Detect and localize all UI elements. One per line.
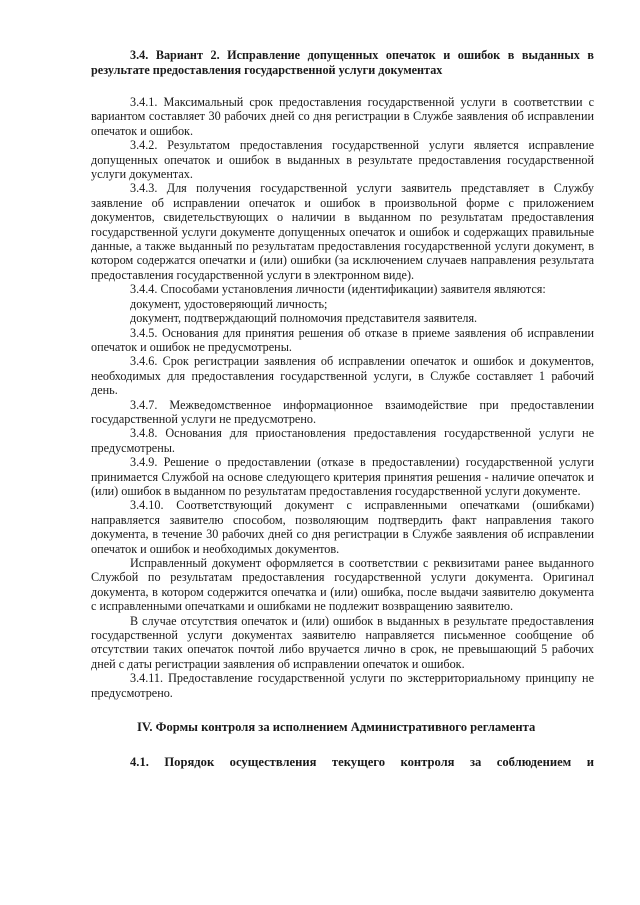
subsection-title-4-1: 4.1. Порядок осуществления текущего контроля за соблюдением и xyxy=(130,755,594,770)
paragraph-3-4-5: 3.4.5. Основания для принятия решения об отказе в приеме заявления об исправлении опечаток и ошибок не предусмотрены. xyxy=(91,325,594,354)
authority-document-item: документ, подтверждающий полномочия представителя заявителя. xyxy=(130,311,478,326)
paragraph-3-4-1: 3.4.1. Максимальный срок предоставления государственной услуги в соответствии с вариантом составляет 30 рабочих дней со дня регистрации в Службе заявления об исправлении опечаток и ошибок. xyxy=(91,95,594,138)
paragraph-corrected-document: Исправленный документ оформляется в соответствии с реквизитами ранее выданного Службой по результатам предоставления государственной услуги документа. Оригинал документа, в котором содержится опечатка и (или) ошибка, после выдачи заявителю документа с исправленными опечатками и ошибками не подлежит возвращению заявителю. xyxy=(91,556,594,614)
paragraph-no-errors: В случае отсутствия опечаток и (или) ошибок в выданных в результате предоставления государственной услуги документах заявителю направляется письменное сообщение об отсутствии таких опечаток почтой либо вручается лично в срок, не превышающий 5 рабочих дней с даты регистрации заявления об исправлении опечаток и ошибок. xyxy=(91,613,594,671)
paragraph-3-4-11: 3.4.11. Предоставление государственной услуги по экстерриториальному принципу не предусмотрено. xyxy=(91,671,594,700)
identity-document-item: документ, удостоверяющий личность; xyxy=(130,296,328,311)
paragraph-3-4-3: 3.4.3. Для получения государственной услуги заявитель представляет в Службу заявление об исправлении опечаток и ошибок в произвольной форме с приложением документов, свидетельствующих о наличии в выданном по результатам предоставления государственной услуги документе допущенных опечаток и ошибок и содержащих правильные данные, а также выданный по результатам предоставления государственной услуги документ, в котором содержатся опечатки и (или) ошибки (за исключением случаев направления результата предоставления государственной услуги в электронном виде). xyxy=(91,181,594,282)
paragraph-3-4-8: 3.4.8. Основания для приостановления предоставления государственной услуги не предусмотрены. xyxy=(91,426,594,455)
paragraph-3-4-4: 3.4.4. Способами установления личности (идентификации) заявителя являются: xyxy=(130,282,546,297)
section-title-iv: IV. Формы контроля за исполнением Административного регламента xyxy=(137,720,536,735)
paragraph-3-4-9: 3.4.9. Решение о предоставлении (отказе в предоставлении) государственной услуги принимается Службой на основе следующего критерия принятия решения - наличие опечаток и (или) ошибок в выданном по результатам предоставления государственной услуги документе. xyxy=(91,455,594,498)
paragraph-3-4-7: 3.4.7. Межведомственное информационное взаимодействие при предоставлении государственной услуги не предусмотрено. xyxy=(91,397,594,426)
paragraph-3-4-2: 3.4.2. Результатом предоставления государственной услуги является исправление допущенных опечаток и ошибок в выданных в результате предоставления государственной услуги документах. xyxy=(91,138,594,182)
paragraph-3-4-6: 3.4.6. Срок регистрации заявления об исправлении опечаток и ошибок и документов, необходимых для предоставления государственной услуги, в Службе составляет 1 рабочий день. xyxy=(91,354,594,398)
paragraph-3-4-10: 3.4.10. Соответствующий документ с исправленными опечатками (ошибками) направляется заявителю способом, позволяющим подтвердить факт направления такого документа, в течение 30 рабочих дней со дня регистрации в Службе заявления об исправлении опечаток и ошибок и необходимых документов. xyxy=(91,498,594,556)
section-heading-3-4: 3.4. Вариант 2. Исправление допущенных опечаток и ошибок в выданных в результате предоставления государственной услуги документах xyxy=(91,48,594,77)
